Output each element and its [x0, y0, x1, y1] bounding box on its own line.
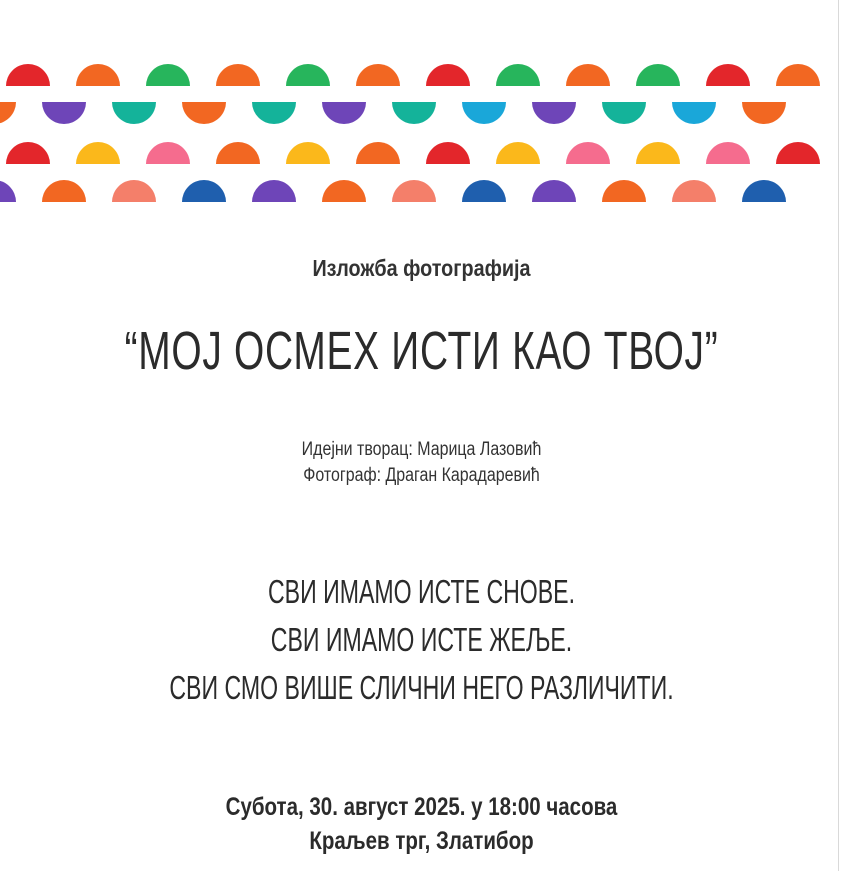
semicircle-shape — [216, 142, 260, 164]
semicircle-shape — [0, 180, 16, 202]
event-datetime: Субота, 30. август 2025. у 18:00 часова — [225, 793, 618, 821]
semicircle-shape — [392, 180, 436, 202]
semicircle-shape — [6, 64, 50, 86]
semicircle-shape — [462, 180, 506, 202]
semicircle-shape — [706, 64, 750, 86]
semicircle-shape — [636, 142, 680, 164]
semicircle-shape — [322, 180, 366, 202]
credits-block — [67, 437, 775, 489]
slogan-line-wishes: СВИ ИМАМО ИСТЕ ЖЕЉЕ. — [270, 621, 573, 658]
semicircle-shape — [742, 180, 786, 202]
semicircle-shape — [426, 64, 470, 86]
decorative-semicircle-pattern — [0, 50, 843, 210]
semicircle-shape — [356, 142, 400, 164]
semicircle-shape — [182, 180, 226, 202]
semicircle-shape — [566, 142, 610, 164]
exhibition-title: “МОЈ ОСМЕХ ИСТИ КАО ТВОЈ” — [124, 321, 719, 381]
semicircle-shape — [706, 142, 750, 164]
semicircle-shape — [76, 64, 120, 86]
credit-concept: Идејни творац: Марица Лазовић — [301, 439, 542, 460]
semicircle-shape — [76, 142, 120, 164]
semicircle-shape — [146, 142, 190, 164]
exhibition-subtitle: Изложба фотографија — [312, 255, 531, 281]
semicircle-shape — [112, 102, 156, 124]
semicircle-shape — [356, 64, 400, 86]
semicircle-shape — [42, 102, 86, 124]
semicircle-shape — [216, 64, 260, 86]
semicircle-shape — [636, 64, 680, 86]
semicircle-shape — [532, 180, 576, 202]
event-location: Краљев трг, Златибор — [309, 827, 534, 855]
slogan-block — [126, 568, 716, 712]
semicircle-shape — [742, 102, 786, 124]
semicircle-shape — [462, 102, 506, 124]
semicircle-shape — [672, 102, 716, 124]
semicircle-shape — [6, 142, 50, 164]
semicircle-shape — [602, 102, 646, 124]
semicircle-shape — [776, 64, 820, 86]
semicircle-shape — [42, 180, 86, 202]
semicircle-shape — [112, 180, 156, 202]
semicircle-shape — [776, 142, 820, 164]
semicircle-shape — [532, 102, 576, 124]
semicircle-shape — [286, 64, 330, 86]
event-details — [76, 790, 767, 858]
slogan-line-similar: СВИ СМО ВИШЕ СЛИЧНИ НЕГО РАЗЛИЧИТИ. — [169, 669, 674, 706]
semicircle-shape — [182, 102, 226, 124]
semicircle-shape — [146, 64, 190, 86]
semicircle-shape — [252, 102, 296, 124]
semicircle-shape — [602, 180, 646, 202]
semicircle-shape — [672, 180, 716, 202]
semicircle-shape — [392, 102, 436, 124]
semicircle-shape — [252, 180, 296, 202]
semicircle-shape — [0, 102, 16, 124]
semicircle-shape — [286, 142, 330, 164]
semicircle-shape — [566, 64, 610, 86]
semicircle-shape — [426, 142, 470, 164]
credit-photographer: Фотограф: Драган Карадаревић — [303, 465, 540, 486]
slogan-line-dreams: СВИ ИМАМО ИСТЕ СНОВЕ. — [267, 573, 576, 610]
semicircle-shape — [322, 102, 366, 124]
semicircle-shape — [496, 142, 540, 164]
semicircle-shape — [496, 64, 540, 86]
